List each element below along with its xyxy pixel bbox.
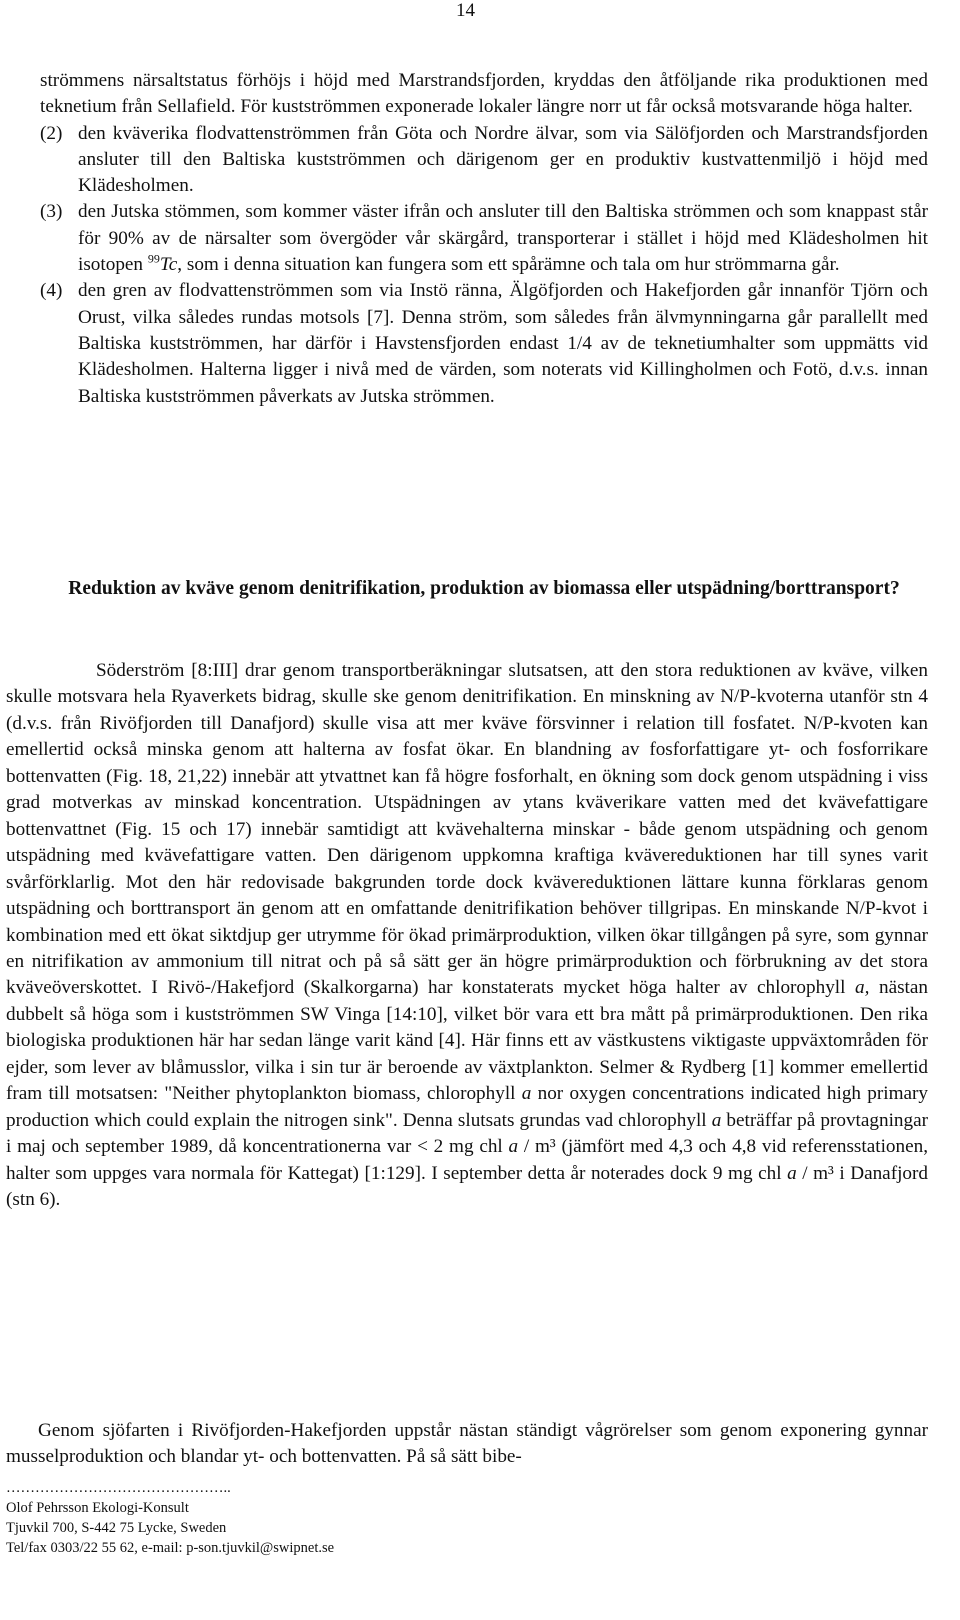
isotope-mass-number: 99: [147, 251, 160, 266]
list-item-text-part: den Jutska stömmen, som kommer väster ifrån och ansluter till den Baltiska strömmen och som knappast står för 90% av de närsalter som övergöder vår skärgård, transporterar i stället i höjd med Klädesholmen hit isotopen: [78, 201, 928, 276]
body-paragraph-1: [6, 658, 928, 1214]
list-item-number: (2): [40, 122, 63, 144]
paragraph-text: beträffar på provtagningar i maj och september 1989, då koncentrationerna var < 2 mg chl: [6, 1109, 928, 1158]
italic-term: a: [711, 1109, 722, 1131]
italic-term: a: [787, 1162, 797, 1184]
paragraph-text: / m³ (jämfört med 4,3 och 4,8 vid referensstationen, halter som uppges vara normala för Kattegat) [1:129]. I september detta år noterades dock 9 mg chl: [6, 1136, 928, 1184]
paragraph-text: / m³ i Danafjord (stn 6).: [6, 1162, 928, 1211]
footer-separator: ………………………………………..: [6, 1480, 231, 1496]
section-heading: Reduktion av kväve genom denitrifikation, produktion av biomassa eller utspädning/borttransport?: [68, 578, 900, 599]
italic-term: a: [521, 1083, 532, 1105]
list-item-4: [40, 278, 928, 409]
list-item-3: [40, 199, 928, 278]
italic-term: a: [508, 1136, 519, 1158]
list-item-text: [78, 199, 928, 278]
footer-contact: Tel/fax 0303/22 55 62, e-mail: p-son.tjuvkil@swipnet.se: [6, 1540, 335, 1556]
page-number: 14: [456, 0, 475, 21]
isotope-symbol: Tc: [159, 254, 178, 276]
footer-address: Tjuvkil 700, S-442 75 Lycke, Sweden: [6, 1520, 227, 1536]
list-item-text: den kväverika flodvattenströmmen från Göta och Nordre älvar, som via Sälöfjorden och Marstrandsfjorden ansluter till den Baltiska kustströmmen och därigenom ger en produktiv kustvattenmiljö i höjd med Klädesholmen.: [78, 122, 928, 197]
numbered-list-section: [40, 68, 928, 410]
list-item-2: [40, 121, 928, 200]
italic-term: a,: [855, 977, 870, 999]
paragraph-text: nästan dubbelt så höga som i kustströmmen SW Vinga [14:10], vilket bör vara ett bra mått på primärproduktionen. Den rika biologiska produktionen här har sedan länge varit känd [4]. Här finns ett av västkustens viktigaste uppväxtområden för ejder, som lever av blåmusslor, vilka i sin tur är beroende av växtplankton. Selmer & Rydberg [1] kommer emellertid fram till motsatsen: "Neither phytoplankton biomass, chlorophyll: [6, 977, 928, 1105]
list-item-number: (3): [40, 201, 63, 223]
intro-paragraph: [40, 68, 928, 121]
footer-company: Olof Pehrsson Ekologi-Konsult: [6, 1500, 189, 1516]
paragraph-text: nor oxygen concentrations indicated high primary production which could explain the nitrogen sink". Denna slutsats grundas vad chlorophyll: [6, 1083, 928, 1131]
list-item-text-part: , som i denna situation kan fungera som ett spårämne och tala om hur strömmarna går.: [177, 254, 840, 276]
paragraph-text: Genom sjöfarten i Rivöfjorden-Hakefjorden uppstår nästan ständigt vågrörelser som genom exponering gynnar musselproduktion och blandar yt- och bottenvatten. På så sätt bibe-: [6, 1420, 928, 1468]
footer: [6, 1478, 606, 1558]
intro-text: strömmens närsaltstatus förhöjs i höjd med Marstrandsfjorden, kryddas den åtföljande rika produktionen med teknetium från Sellafield. För kustströmmen exponerade lokaler längre norr ut får också motsvarande höga halter.: [40, 70, 928, 118]
list-item-text: den gren av flodvattenströmmen som via Instö ränna, Älgöfjorden och Hakefjorden går innanför Tjörn och Orust, vilka således rundas motsols [7]. Denna ström, som således från älvmynningarna går parallellt med Baltiska kustströmmen, har därför i Havstensfjorden endast 1/4 av de teknetiumhalter som uppmätts vid Klädesholmen. Halterna ligger i nivå med de värden, som noterats vid Killingholmen och Fotö, d.v.s. innan Baltiska kustströmmen påverkats av Jutska strömmen.: [78, 280, 928, 407]
list-item-number: (4): [40, 280, 63, 302]
body-paragraph-2: [6, 1418, 928, 1471]
paragraph-text: Söderström [8:III] drar genom transportberäkningar slutsatsen, att den stora reduktionen av kväve, vilken skulle motsvara hela Ryaverkets bidrag, skulle ske genom denitrifikation. En minskning av N/P-kvoterna utanför stn 4 (d.v.s. från Rivöfjorden till Danafjord) skulle visa att mer kväve försvinner i relation till fosfatet. N/P-kvoten kan emellertid också minska genom att halterna av fosfat ökar. En blandning av fosforfattigare yt- och fosforrikare bottenvatten (Fig. 18, 21,22) innebär att ytvattnet kan få högre fosforhalt, en ökning som dock genom utspädning i viss grad motverkas av minskad koncentration. Utspädningen av ytans kväverikare vatten med det kvävefattigare bottenvattnet (Fig. 15 och 17) innebär samtidigt att kvävehalterna minskar - både genom utspädning och genom utspädning med kvävefattigare vatten. Den därigenom uppkomna kraftiga kvävereduktionen har till synes varit svårförklarlig. Mot den här redovisade bakgrunden torde dock kvävereduktionen lättare kunna förklaras genom utspädning och borttransport än genom att en omfattande denitrifikation behöver tillgripas. En minskande N/P-kvot i kombination med ett ökat siktdjup ger utrymme för ökad primärproduktion, vilken ökar tillgången på syre, som gynnar en nitrifikation av ammonium till nitrat och på så sätt ger än högre primärproduktion och förbrukning av det stora kväveöverskottet. I Rivö-/Hakefjord (Skalkorgarna) har konstaterats mycket höga halter av chlorophyll: [6, 660, 928, 999]
